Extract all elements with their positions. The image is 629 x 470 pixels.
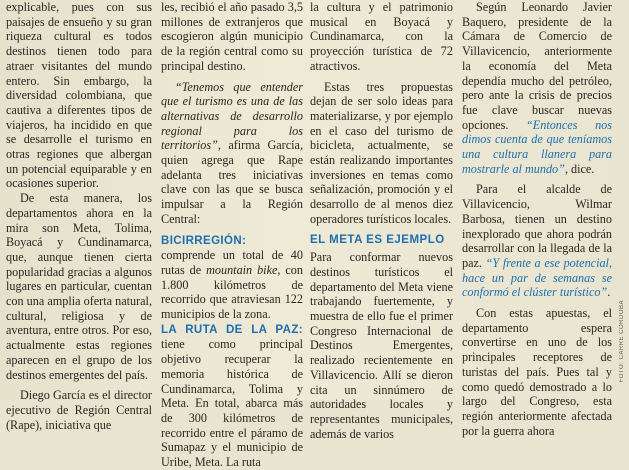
article-column-4 [462, 0, 612, 438]
paragraph [161, 233, 303, 322]
paragraph: Para conformar nuevos destinos turísticos el departamento del Meta viene trabajando fuertemente, y muestra de ello fue el primer Congreso Internacional de Destinos Emergentes, realizado recientemente en Villavicencio. Allí se dieron cita un sinnúmero de autoridades locales y representantes municipales, además de varios [310, 250, 453, 441]
section-heading: EL META ES EJEMPLO [310, 233, 445, 246]
italic-term: mountain bike [206, 262, 278, 277]
article-column-1 [6, 0, 152, 432]
text: . [607, 285, 611, 300]
paragraph [462, 0, 612, 176]
text: , con 1.800 kilómetros de recorrido que atraviesan 122 municipios de la zona. [161, 262, 303, 322]
paragraph [161, 80, 303, 227]
photo-credit: FOTO: CARRE CORDOBA [619, 300, 625, 383]
paragraph: Con estas apuestas, el departamento espera convertirse en uno de los principales receptores de turistas del país. Pues tal y como quedó demostrado a lo largo del Congreso, esta región anteriormente afectada por la guerra ahora [462, 306, 612, 438]
text: comprende un total de 40 rutas de [161, 248, 303, 277]
quote: “Y frente a ese potencial, hace un par de semanas se conformó el clúster turístico” [462, 255, 612, 300]
text: Para el alcalde de Villavicencio, Wilmar Barbosa, tienen un destino inexplorado que ahora podrán desarrollar con la llegada de la paz. [462, 182, 612, 270]
ruta-paz-label: LA RUTA DE LA PAZ: [161, 323, 303, 336]
quote: “Entonces nos dimos cuenta de que teníamos una cultura llanera para mostrarle al mundo” [462, 117, 612, 176]
paragraph: la cultura y el patrimonio musical en Boyacá y Cundinamarca, con la proyección turística de 72 atractivos. [310, 0, 453, 73]
paragraph: Estas tres propuestas dejan de ser solo ideas para materializarse, y por ejemplo en el caso del turismo de bicicleta, actualmente, se están realizando importantes inversiones en temas como señalización, promoción y el desarrollo de al menos diez operadores turísticos locales. [310, 79, 453, 226]
article-column-3 [310, 0, 453, 441]
text: , afirma García, quien agrega que Rape adelanta tres iniciativas clave con las que se busca impulsar a la Región Central: [161, 138, 303, 226]
text: tiene como principal objetivo recuperar la memoria histórica de Cundinamarca, Tolima y Meta. En total, abarca más de 300 kilómetros de recorrido entre el páramo de Sumapaz y el municipio de Uribe, Meta. La ruta [161, 337, 303, 470]
paragraph [462, 182, 612, 300]
paragraph: explicable, pues con sus paisajes de ensueño y su gran riqueza cultural es todos destinos tienen todo para atraer visitantes del mundo entero. Sin embargo, la diversidad colombiana, que cautiva a diferentes tipos de viajeros, ha incidido en que se desarrolle el turismo en otras regiones que albergan un potencial equiparable y en ocasiones superior. [6, 0, 152, 191]
text: , dice. [564, 161, 595, 176]
paragraph: De esta manera, los departamentos ahora en la mira son Meta, Tolima, Boyacá y Cundinamarca, que, aunque tienen cierta popularidad gracias a algunos lugares en particular, cuentan con una amplia oferta natural, cultural, religiosa y de aventura, entre otros. Por eso, actualmente estas regiones aparecen en el grupo de los destinos emergentes del país. [6, 191, 152, 382]
text: Según Leonardo Javier Baquero, presidente de la Cámara de Comercio de Villavicencio, anteriormente la economía del Meta dependía mucho del petróleo, pero ante la crisis de precios fue clave buscar nuevas opciones. [462, 0, 612, 132]
paragraph: Diego García es el director ejecutivo de Región Central (Rape), iniciativa que [6, 388, 152, 432]
bicirregion-label: BICIRREGIÓN: [161, 234, 247, 247]
paragraph [161, 322, 303, 470]
paragraph: les, recibió el año pasado 3,5 millones de extranjeros que escogieron algún municipio de la región central como su principal destino. [161, 0, 303, 73]
article-column-2 [161, 0, 303, 470]
quote: “Tenemos que entender que el turismo es una de las alternativas de desarrollo regional para los territorios” [161, 79, 303, 153]
